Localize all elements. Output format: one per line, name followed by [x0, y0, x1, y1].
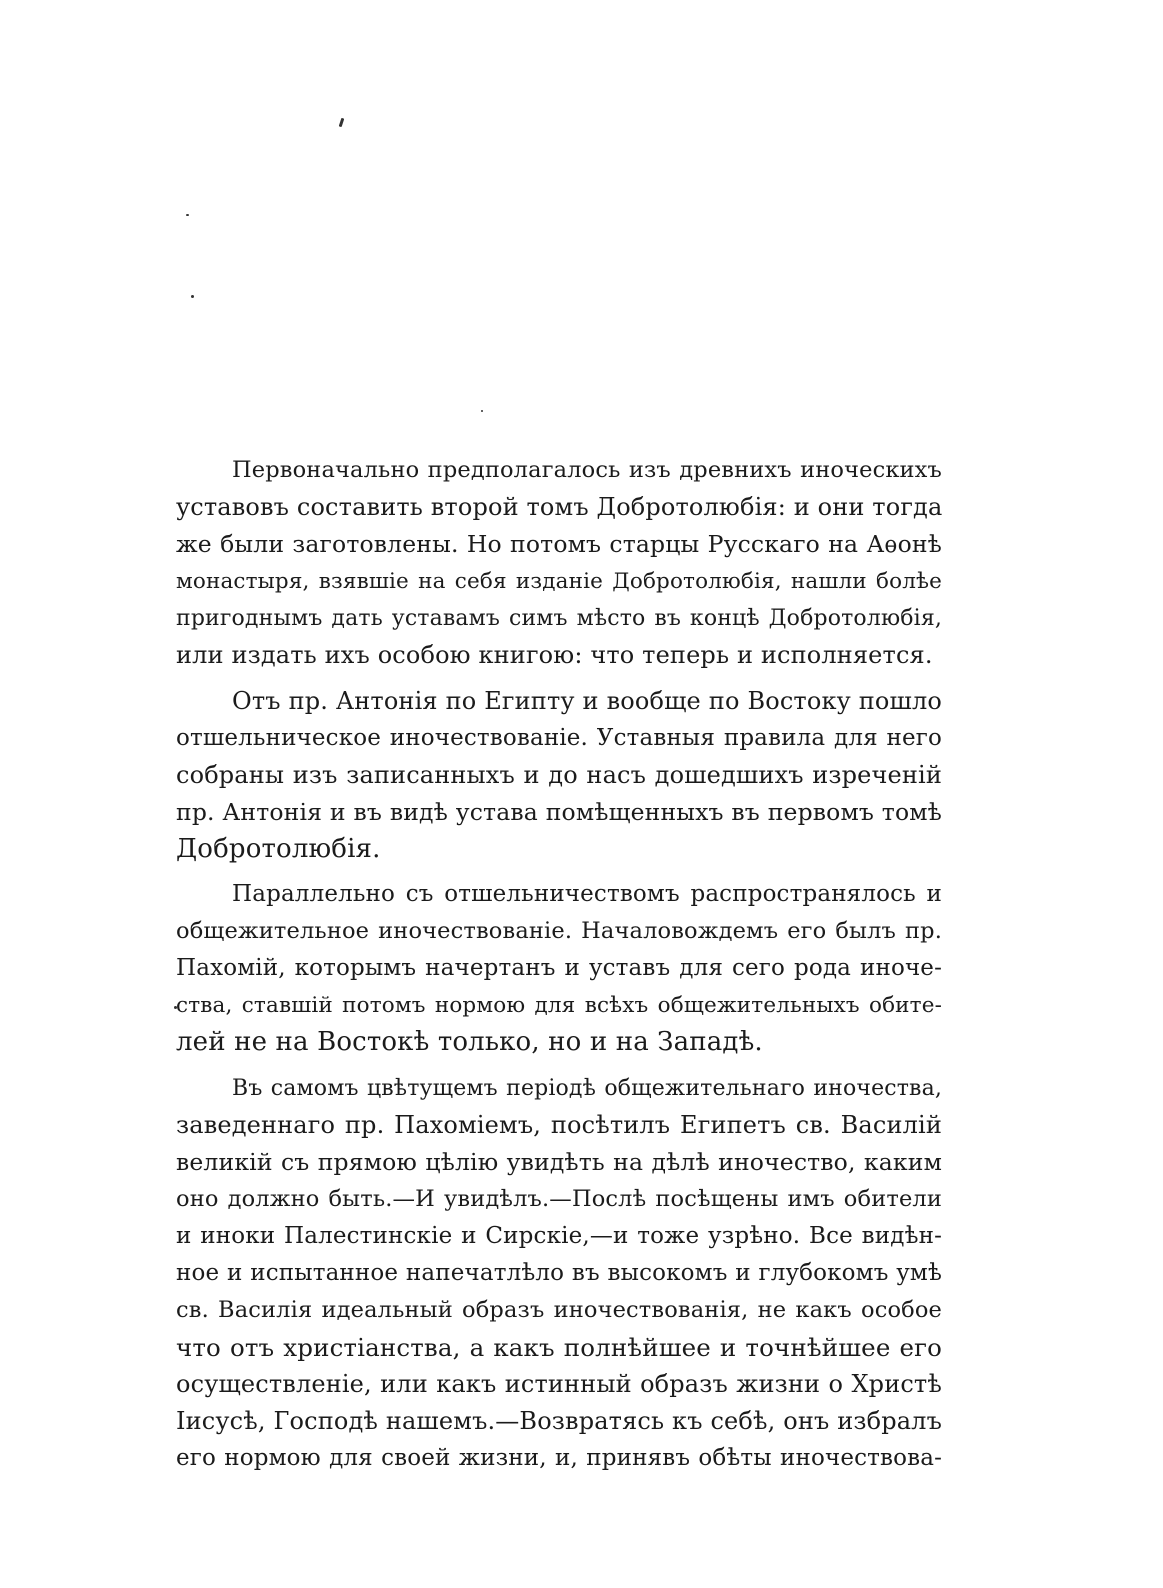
- text-line: монастыря, взявшіе на себя изданіе Добротолюбія, нашли болѣе: [176, 569, 942, 595]
- paragraph: [176, 876, 942, 1061]
- ink-speck: [339, 118, 345, 127]
- text-line: и иноки Палестинскіе и Сирскіе,—и тоже узрѣно. Все видѣн-: [176, 1222, 942, 1249]
- text-line: ное и испытанное напечатлѣло въ высокомъ и глубокомъ умѣ: [176, 1259, 942, 1286]
- text-line: Іисусѣ, Господѣ нашемъ.—Возвратясь къ себѣ, онъ избралъ: [176, 1407, 942, 1436]
- text-line: св. Василія идеальный образъ иночествованія, не какъ особое: [176, 1297, 942, 1324]
- ink-speck: [481, 410, 483, 412]
- text-line: его нормою для своей жизни, и, принявъ обѣты иночествова-: [176, 1445, 942, 1472]
- text-line: Первоначально предполагалось изъ древнихъ иноческихъ: [232, 457, 942, 483]
- text-line: Въ самомъ цвѣтущемъ періодѣ общежительнаго иночества,: [232, 1075, 942, 1101]
- text-line: общежительное иночествованіе. Началовождемъ его былъ пр.: [176, 918, 942, 945]
- text-line: Отъ пр. Антонія по Египту и вообще по Востоку пошло: [232, 686, 942, 715]
- text-line: Добротолюбія.: [176, 833, 381, 864]
- text-line: пр. Антонія и въ видѣ устава помѣщенныхъ въ первомъ томѣ: [176, 797, 942, 826]
- text-line: что отъ христіанства, а какъ полнѣйшее и точнѣйшее его: [176, 1333, 942, 1363]
- paragraph: [176, 683, 942, 868]
- text-line: отшельническое иночествованіе. Уставныя правила для него: [176, 724, 942, 751]
- text-line: лей не на Востокѣ только, но и на Западѣ.: [176, 1027, 763, 1058]
- text-line: пригоднымъ дать уставамъ симъ мѣсто въ концѣ Добротолюбія,: [176, 606, 942, 632]
- text-line: осуществленіе, или какъ истинный образъ жизни о Христѣ: [176, 1370, 942, 1399]
- text-line: ства, ставшій потомъ нормою для всѣхъ общежительныхъ обите-: [176, 993, 942, 1019]
- text-line: собраны изъ записанныхъ и до насъ дошедшихъ изреченій: [176, 760, 942, 789]
- text-line: оно должно быть.—И увидѣлъ.—Послѣ посѣщены имъ обители: [176, 1185, 942, 1212]
- text-line: великій съ прямою цѣлію увидѣть на дѣлѣ иночество, каким: [176, 1147, 942, 1176]
- body-text: [176, 452, 942, 1486]
- paragraph: [176, 1070, 942, 1478]
- text-line: же были заготовлены. Но потомъ старцы Русскаго на Аѳонѣ: [176, 530, 942, 559]
- ink-speck: [186, 214, 189, 216]
- text-line: уставовъ составить второй томъ Добротолюбія: и они тогда: [176, 493, 943, 522]
- paragraph: [176, 452, 942, 675]
- text-line: Пахомій, которымъ начертанъ и уставъ для сего рода иноче-: [176, 955, 942, 982]
- text-line: Параллельно съ отшельничествомъ распространялось и: [232, 881, 942, 908]
- text-line: заведеннаго пр. Пахоміемъ, посѣтилъ Египетъ св. Василій: [176, 1110, 942, 1139]
- ink-speck: [191, 295, 194, 298]
- text-line: или издать ихъ особою книгою: что теперь и исполняется.: [176, 641, 933, 670]
